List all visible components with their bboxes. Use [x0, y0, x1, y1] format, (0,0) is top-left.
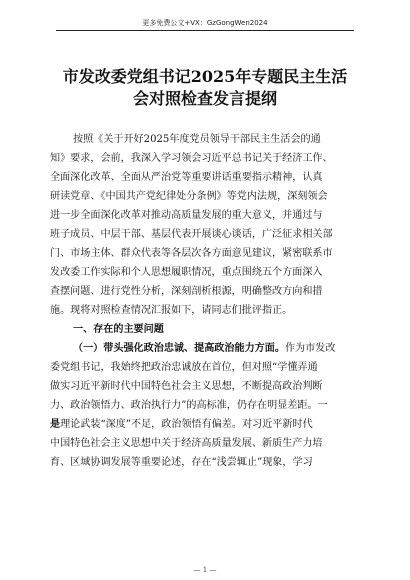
body-line: 门、市场主体、群众代表等各层次各方面意见建议，紧密联系市 — [50, 248, 333, 259]
subsection-first-line — [50, 339, 360, 358]
body-line: 施。现将对照检查情况汇报如下，请同志们批评指正。 — [50, 305, 293, 316]
body-line: 委党组书记，我始终把政治忠诚放在首位，但对照“学懂弄通 — [50, 362, 318, 373]
header-divider — [56, 30, 354, 31]
body-line: 做实习近平新时代中国特色社会主义思想，不断提高政治判断 — [50, 381, 323, 392]
body-line: 知》要求，会前，我深入学习领会习近平总书记关于经济工作、 — [50, 153, 333, 164]
body-line: 中国特色社会主义思想中关于经济高质量发展、新质生产力培 — [50, 438, 323, 449]
point-text: 理论武装“深度”不足，政治领悟有偏差。对习近平新时代 — [60, 419, 313, 430]
body-line: 班子成员、中层干部、基层代表开展谈心谈话，广泛征求相关部 — [50, 229, 333, 240]
page-number: — 1 — — [193, 566, 217, 574]
document-body — [50, 130, 360, 472]
subsection-heading: （一）带头强化政治忠诚、提高政治能力方面。 — [73, 343, 285, 354]
body-line: 研读党章、《中国共产党纪律处分条例》等党内法规，深刻领会 — [50, 191, 328, 202]
subsection-text: 作为市发改 — [284, 343, 336, 354]
title-line-1: 市发改委党组书记2025年专题民主生活 — [62, 67, 348, 86]
document-title — [40, 66, 370, 110]
body-line: 育、区域协调发展等重要论述，存在“浅尝辄止”现象，学习 — [50, 457, 313, 468]
point-line — [50, 415, 360, 434]
title-line-2: 会对照检查发言提纲 — [132, 89, 277, 108]
body-line: 发改委工作实际和个人思想履职情况，重点围绕五个方面深入 — [50, 267, 323, 278]
body-line: 力、政治领悟力、政治执行力”的高标准，仍存在明显差距。一 — [50, 400, 328, 411]
body-line: 查摆问题、进行党性分析，深刻剖析根源，明确整改方向和措 — [50, 286, 323, 297]
body-line: 进一步全面深化改革对推动高质量发展的重大意义，并通过与 — [50, 210, 323, 221]
body-line: 全面深化改革、全面从严治党等重要讲话重要指示精神，认真 — [50, 172, 323, 183]
point-label: 是 — [50, 419, 61, 430]
section-heading: 一、存在的主要问题 — [73, 324, 164, 335]
body-line: 按照《关于开好2025年度党员领导干部民主生活会的通 — [73, 134, 321, 145]
page-header: 更多免费公文+VX：GzGongWen2024 — [142, 19, 268, 27]
